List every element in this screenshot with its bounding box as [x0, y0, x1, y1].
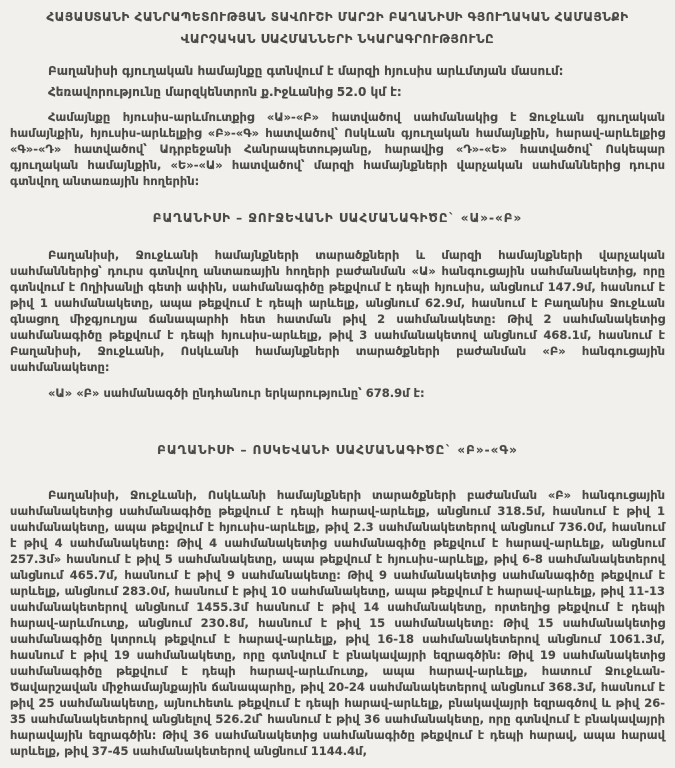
intro-distance-line: Հեռավորությունը մարզկենտրոն ք.Իջևանից 52.0 կմ է:	[48, 85, 402, 99]
document-title-line2: ՎԱՐՉԱԿԱՆ ՍԱՀՄԱՆՆԵՐԻ ՆԿԱՐԱԳՐՈՒԹՅՈՒՆԸ	[180, 32, 495, 46]
section-a-b-length-note: «Ա» «Բ» սահմանագծի ընդհանուր երկարությունը՝ 678.9մ է:	[48, 386, 425, 400]
border-overview-paragraph: Համայնքը հյուսիս-արևմուտքից «Ա»-«Բ» հատվածով սահմանակից է Ջուջևան գյուղական համայնքին, հյուսիս-արևելքից «Բ»-«Գ» հատվածով՝ Ոսկևան գյուղական համայնքին, հարավ-արևելքից «Գ»-«Դ» հատվածով՝ Ադրբեջանի Հանրապետությանը, հարավից «Դ»-«Ե» հատվածով՝ Ոսկեպար գյուղական համայնքին, «Ե»-«Ա» հատվածով՝ մարզի համայնքների վարչական սահմաններից դուրս գտնվող անտառային հողերին:	[10, 110, 665, 188]
section-heading-baghanis-jujevan: ԲԱՂԱՆԻՍԻ – ՋՈՒՋԵՎԱՆԻ ՍԱՀՄԱՆԱԳԻԾԸ` «Ա»-«Բ»	[152, 211, 523, 225]
intro-location-line: Բաղանիսի գյուղական համայնքը գտնվում է մարզի հյուսիս արևմտյան մասում:	[48, 64, 564, 78]
document-title-line1: ՀԱՅԱՍՏԱՆԻ ՀԱՆՐԱՊԵՏՈՒԹՅԱՆ ՏԱՎՈՒՇԻ ՄԱՐԶԻ ԲԱՂԱՆԻՍԻ ԳՅՈՒՂԱԿԱՆ ՀԱՄԱՅՆՔԻ	[46, 10, 629, 24]
section-baghanis-jujevan-body: Բաղանիսի, Ջուջևանի համայնքների տարածքների և մարզի համայնքների վարչական սահմաններից՝ դուրս գտնվող անտառային հողերի բաժանման «Ա» հանգուցային սահմանակետից, որը գտնվում է Ողիխանլի գետի ափին, սահմանագիծը թեքվում է դեպի հյուսիս, անցնում 147.9մ, հասնում է թիվ 1 սահմանակետը, ապա թեքվում է դեպի արևելք, անցնում 62.9մ, հասնում է Բաղանիս Ջուջևան գնացող միջգյուղյա ճանապարհի հետ հատման թիվ 2 սահմանակետը: Թիվ 2 սահմանակետից սահմանագիծը թեքվում է դեպի հյուսիս-արևելք, թիվ 3 սահմանակետով անցնում 468.1մ, հասնում է Բաղանիսի, Ջուջևանի, Ոսկևանի համայնքների տարածքների բաժանման «Բ» հանգուցային սահմանակետը:	[10, 248, 665, 374]
intro-block	[10, 61, 665, 103]
section-baghanis-voskevan-body: Բաղանիսի, Ջուջևանի, Ոսկևանի համայնքների տարածքների բաժանման «Բ» հանգուցային սահմանակետից սահմանագիծը թեքվում է դեպի հարավ-արևելք, անցնում 318.5մ, հասնում է թիվ 1 սահմանակետը, ապա թեքվում է հյուսիս-արևելք, թիվ 2.3 սահմանակետերով անցնում 736.0մ, հասնում է թիվ 4 սահմանակետը: Թիվ 4 սահմանակետից սահմանագիծը թեքվում է հարավ-արևելք, անցնում 257.3մ» հասնում է թիվ 5 սահմանակետը, ապա թեքվում է հյուսիս-արևելք, թիվ 6-8 սահմանակետերով անցնում 465.7մ, հասնում է թիվ 9 սահմանակետը: Թիվ 9 սահմանակետից սահմանագիծը թեքվում է արևելք, անցնում 283.0մ, հասնում է թիվ 10 սահմանակետը, ապա թեքվում է հարավ-արևելք, թիվ 11-13 սահմանակետերով անցնում 1455.3մ հասնում է թիվ 14 սահմանակետը, որտեղից թեքվում է դեպի հարավ-արևմուտք, անցնում 230.8մ, հասնում է թիվ 15 սահմանակետը: Թիվ 15 սահմանակետից սահմանագիծը կտրուկ թեքվում է հարավ-արևելք, թիվ 16-18 սահմանակետերով անցնում 1061.3մ, հասնում է թիվ 19 սահմանակետը, որը գտնվում է բնակավայրի եզրագծին: Թիվ 19 սահմանակետից սահմանագիծը թեքվում է դեպի հարավ-արևմուտք, ապա հարավ-արևելք, հատում Ջուջևան-Ծավարշավան միջհամայնքային ճանապարհը, թիվ 20-24 սահմանակետերով անցնում 368.3մ, հասնում է թիվ 25 սահմանակետը, այնուհետև թեքվում է դեպի հարավ-արևելք, բնակավայրի եզրագծով և թիվ 26-35 սահմանակետերով անցնելով 526.2մ՝ հասնում է թիվ 36 սահմանակետը, որը գտնվում է բնակավայրի հարավային եզրագծին: Թիվ 36 սահմանակետից սահմանագիծը թեքվում է դեպի հարավ, ապա հարավ արևելք, թիվ 37-45 սահմանակետերով անցնում 1144.4մ,	[10, 488, 665, 758]
section-heading-baghanis-voskevan: ԲԱՂԱՆԻՍԻ – ՈՍԿԵՎԱՆԻ ՍԱՀՄԱՆԱԳԻԾԸ` «Բ»-«Գ»	[157, 443, 518, 457]
